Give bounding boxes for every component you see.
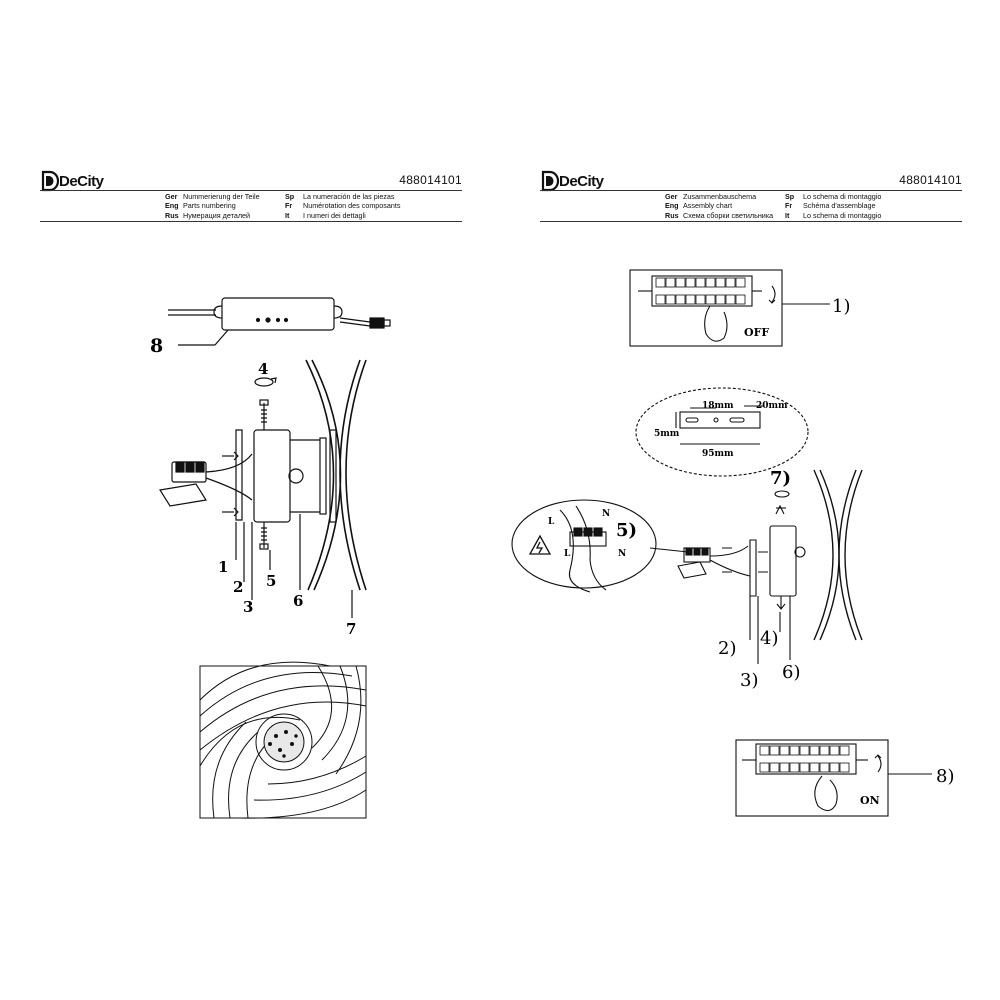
brand-name: DeCity [559,172,604,190]
step-7-label: 7) [770,468,792,489]
switch-off-label: OFF [744,326,770,339]
legend-row-eng: Eng Parts numbering [165,201,236,211]
callout-1: 1 [218,558,229,576]
article-code: 488014101 [399,173,462,187]
step-8-label: 8) [936,766,955,787]
canopy-box [254,430,290,522]
dim-slot: 20mm [756,401,788,411]
legend-row-eng: Eng Assembly chart [665,201,733,211]
rotate-arrow-icon [775,491,789,497]
step-3-label: 3) [740,670,759,691]
callout-5: 5 [266,572,277,590]
step-4-label: 4) [760,628,779,649]
wire-label-n-bottom: N [618,549,627,559]
rotate-arrow-icon [255,378,273,386]
callout-2: 2 [233,578,244,596]
terminal-block [160,454,252,506]
wiring-detail-bubble [512,500,656,588]
screw-bottom [260,522,268,549]
mounting-bracket [750,540,756,596]
hand-icon [815,776,837,811]
callout-7: 7 [346,620,357,638]
wire-label-n-top: N [602,509,611,519]
legend-row-fr: Fr Numérotation des composants [285,201,401,211]
callout-4: 4 [258,360,269,378]
legend-row-it: It I numeri dei dettagli [285,210,366,220]
led-driver [168,298,390,330]
rotate-arrow-icon [772,286,775,302]
legend-row-fr: Fr Schéma d'assemblage [785,201,876,211]
article-code: 488014101 [899,173,962,187]
callout-6: 6 [293,592,304,610]
terminal-block [678,546,750,578]
canopy-box [770,526,796,596]
brand-name: DeCity [59,172,104,190]
hand-icon [705,306,727,341]
switch-on-label: ON [860,794,880,807]
assembly-chart-sheet [500,0,1000,1000]
dim-hole-spacing: 18mm [702,401,734,411]
legend-row-it: It Lo schema di montaggio [785,210,882,220]
step-6-label: 6) [782,662,801,683]
rotate-arrow-icon [878,756,881,772]
wire-label-l-top: L [548,517,555,527]
wire-label-l-bottom: L [564,549,571,559]
callout-8: 8 [150,335,164,357]
dim-length: 95mm [702,449,734,459]
lamp-front-view [200,662,366,818]
step-2-label: 2) [718,638,737,659]
legend-row-ger: Ger Zusammenbauschema [665,192,757,201]
legend-row-rus: Rus Нумерация деталей [165,210,251,220]
legend-row-sp: Sp La numeración de las piezas [285,192,395,201]
dim-height: 5mm [654,429,680,439]
legend-row-rus: Rus Схема сборки светильника [665,210,774,220]
mounting-bracket [236,430,242,520]
legend-row-ger: Ger Nummerierung der Teile [165,192,260,201]
step-5-label: 5) [616,520,638,541]
step-1-label: 1) [832,296,851,317]
mounting-bracket-detail [676,406,764,444]
assembly-diagram [500,0,1000,1000]
screw-top [260,400,268,430]
decorative-arcs [814,470,862,640]
callout-3: 3 [243,598,254,616]
legend-row-sp: Sp Lo schema di montaggio [785,192,882,201]
